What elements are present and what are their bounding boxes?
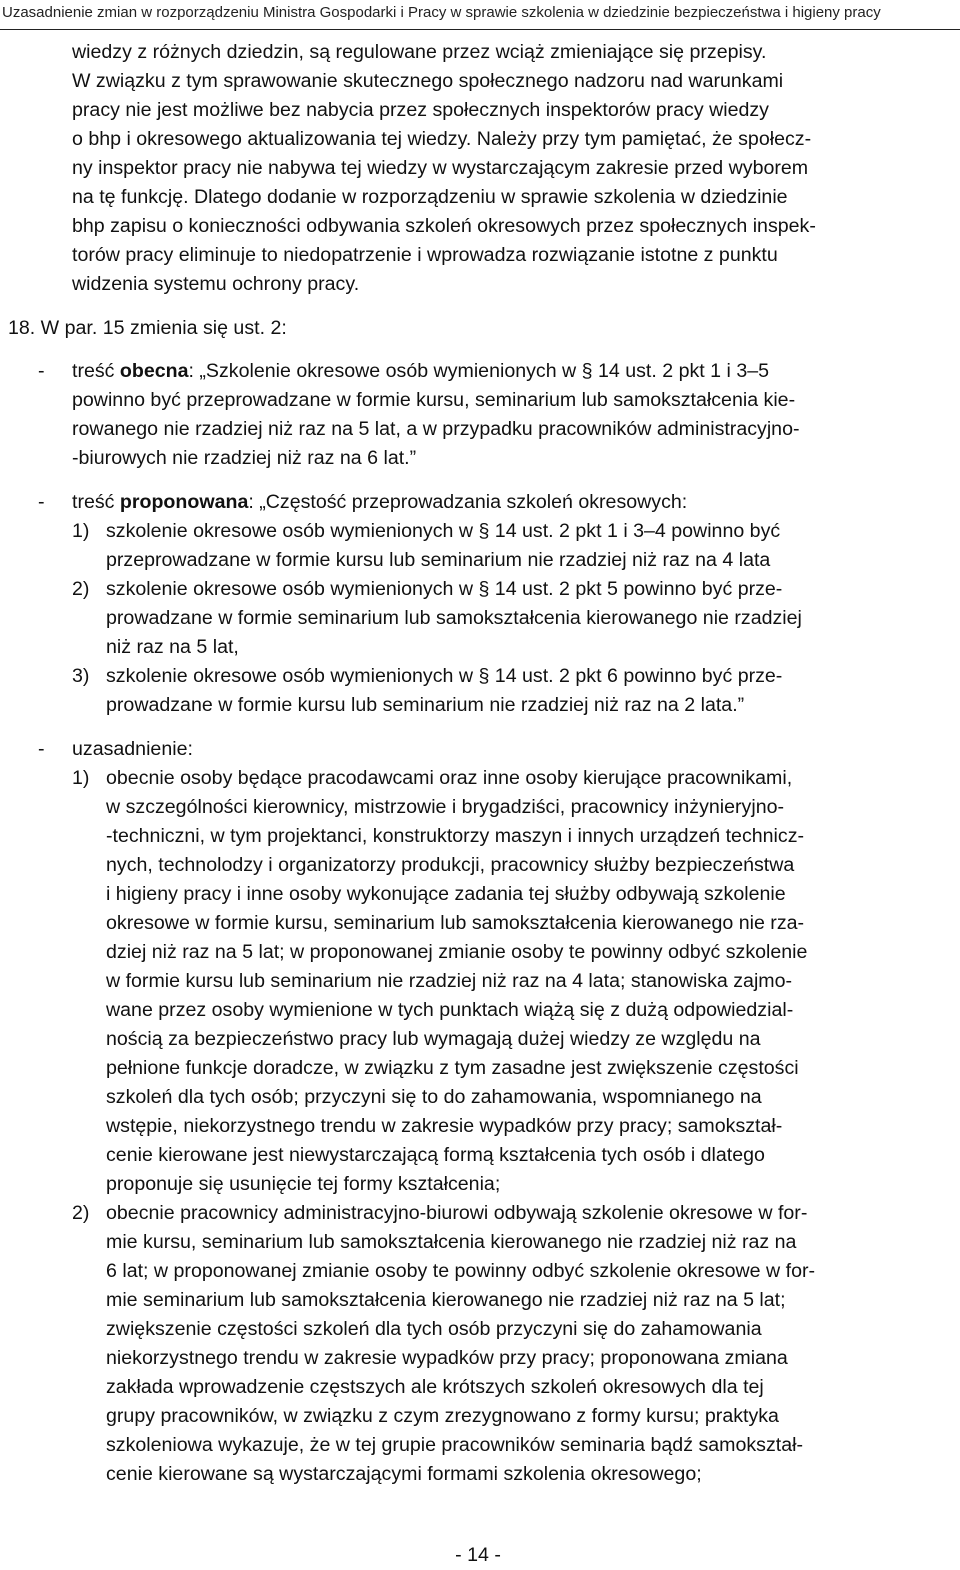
proposed-text-block: [38, 488, 958, 720]
text-line: widzenia systemu ochrony pracy.: [72, 273, 360, 295]
item-number: 1): [72, 767, 90, 789]
text-line: w formie kursu lub seminarium nie rzadziej niż raz na 4 lata; stanowiska zajmo-: [106, 970, 793, 992]
label-prefix: treść: [72, 360, 120, 382]
label-bold: proponowana: [119, 491, 249, 513]
text-line: pełnione funkcje doradcze, w związku z tym zasadne jest zwiększenie częstości: [106, 1057, 799, 1079]
text-line: w szczególności kierownicy, mistrzowie i brygadziści, pracownicy inżynieryjno-: [106, 796, 785, 818]
text-line: na tę funkcję. Dlatego dodanie w rozporządzeniu w sprawie szkolenia w dziedzinie: [72, 186, 788, 208]
text-line: rowanego nie rzadziej niż raz na 5 lat, a w przypadku pracowników administracyjno-: [72, 418, 800, 440]
text-line: zwiększenie częstości szkoleń dla tych osób przyczyni się do zahamowania: [106, 1318, 762, 1340]
text-line: mie seminarium lub samokształcenia kierowanego nie rzadziej niż raz na 5 lat;: [106, 1289, 786, 1311]
text-line: -techniczni, w tym projektanci, konstruktorzy maszyn i innych urządzeń technicz-: [106, 825, 805, 847]
list-dash: -: [38, 738, 45, 760]
text-line: o bhp i okresowego aktualizowania tej wiedzy. Należy przy tym pamiętać, że społecz-: [72, 128, 812, 150]
page-number: - 14 -: [455, 1544, 501, 1566]
text-line: szkolenie okresowe osób wymienionych w § 14 ust. 2 pkt 1 i 3–4 powinno być: [106, 520, 781, 542]
label-rest: : „Szkolenie okresowe osób wymienionych w § 14 ust. 2 pkt 1 i 3–5: [188, 360, 770, 382]
text-line: grupy pracowników, w związku z czym zrezygnowano z formy kursu; praktyka: [106, 1405, 779, 1427]
item-number: 2): [72, 1202, 90, 1224]
text-line: dziej niż raz na 5 lat; w proponowanej zmianie osoby te powinny odbyć szkolenie: [106, 941, 808, 963]
text-line: wstępie, niekorzystnego trendu w zakresie wypadków przy pracy; samokształ-: [106, 1115, 783, 1137]
text-line: szkolenie okresowe osób wymienionych w § 14 ust. 2 pkt 6 powinno być prze-: [106, 665, 783, 687]
text-line: powinno być przeprowadzane w formie kursu, seminarium lub samokształcenia kie-: [72, 389, 796, 411]
text-line: W związku z tym sprawowanie skutecznego społecznego nadzoru nad warunkami: [72, 70, 784, 92]
section-title: 18. W par. 15 zmienia się ust. 2:: [8, 317, 287, 339]
label-bold: obecna: [119, 360, 189, 382]
proposed-text-first-line: [72, 488, 958, 517]
numbered-item: [72, 575, 958, 662]
text-line: ny inspektor pracy nie nabywa tej wiedzy w wystarczającym zakresie przed wyborem: [72, 157, 809, 179]
numbered-item: [72, 1199, 958, 1489]
item-number: 1): [72, 520, 90, 542]
numbered-item: [72, 662, 958, 720]
text-line: szkolenie okresowe osób wymienionych w § 14 ust. 2 pkt 5 powinno być prze-: [106, 578, 783, 600]
document-body: [8, 38, 958, 1504]
text-line: niż raz na 5 lat,: [106, 636, 239, 658]
text-line: proponuje się usunięcie tej formy kształcenia;: [106, 1173, 501, 1195]
label-rest: : „Częstość przeprowadzania szkoleń okresowych:: [248, 491, 688, 513]
text-line: mie kursu, seminarium lub samokształcenia kierowanego nie rzadziej niż raz na: [106, 1231, 797, 1253]
list-dash: -: [38, 491, 45, 513]
text-line: bhp zapisu o konieczności odbywania szkoleń okresowych przez społecznych inspek-: [72, 215, 816, 237]
justification-label: uzasadnienie:: [72, 738, 193, 760]
text-line: obecnie pracownicy administracyjno-biurowi odbywają szkolenie okresowe w for-: [106, 1202, 808, 1224]
text-line: niekorzystnego trendu w zakresie wypadków przy pracy; proponowana zmiana: [106, 1347, 788, 1369]
text-line: pracy nie jest możliwe bez nabycia przez społecznych inspektorów pracy wiedzy: [72, 99, 769, 121]
text-line: szkoleniowa wykazuje, że w tej grupie pracowników seminaria bądź samokształ-: [106, 1434, 803, 1456]
text-line: zakłada wprowadzenie częstszych ale krótszych szkoleń okresowych dla tej: [106, 1376, 764, 1398]
running-header: Uzasadnienie zmian w rozporządzeniu Ministra Gospodarki i Pracy w sprawie szkolenia w dziedzinie bezpieczeństwa i higieny pracy: [0, 0, 960, 30]
text-line: wiedzy z różnych dziedzin, są regulowane przez wciąż zmieniające się przepisy.: [72, 41, 767, 63]
current-text-block: [38, 357, 958, 473]
text-line: prowadzane w formie kursu lub seminarium nie rzadziej niż raz na 2 lata.”: [106, 694, 745, 716]
item-number: 3): [72, 665, 90, 687]
label-prefix: treść: [72, 491, 120, 513]
text-line: torów pracy eliminuje to niedopatrzenie i wprowadza rozwiązanie istotne z punktu: [72, 244, 778, 266]
text-line: prowadzane w formie seminarium lub samokształcenia kierowanego nie rzadziej: [106, 607, 802, 629]
text-line: przeprowadzane w formie kursu lub seminarium nie rzadziej niż raz na 4 lata: [106, 549, 771, 571]
text-line: nością za bezpieczeństwo pracy lub wymagają dużej wiedzy ze względu na: [106, 1028, 761, 1050]
text-line: nych, technolodzy i organizatorzy produkcji, pracownicy służby bezpieczeństwa: [106, 854, 795, 876]
text-line: 6 lat; w proponowanej zmianie osoby te powinny odbyć szkolenie okresowe w for-: [106, 1260, 816, 1282]
page-footer: [0, 1544, 960, 1567]
justification-block: [38, 735, 958, 1489]
numbered-item: [72, 764, 958, 1199]
item-number: 2): [72, 578, 90, 600]
intro-paragraph: [72, 38, 958, 299]
text-line: obecnie osoby będące pracodawcami oraz inne osoby kierujące pracownikami,: [106, 767, 793, 789]
text-line: wane przez osoby wymienione w tych punktach wiążą się z dużą odpowiedzial-: [106, 999, 794, 1021]
text-line: szkoleń dla tych osób; przyczyni się to do zahamowania, wspomnianego na: [106, 1086, 762, 1108]
list-dash: -: [38, 360, 45, 382]
current-text-first-line: [72, 357, 958, 386]
text-line: cenie kierowane są wystarczającymi formami szkolenia okresowego;: [106, 1463, 702, 1485]
numbered-item: [72, 517, 958, 575]
text-line: okresowe w formie kursu, seminarium lub samokształcenia kierowanego nie rza-: [106, 912, 805, 934]
text-line: -biurowych nie rzadziej niż raz na 6 lat.”: [72, 447, 417, 469]
text-line: cenie kierowane jest niewystarczającą formą kształcenia tych osób i dlatego: [106, 1144, 765, 1166]
text-line: i higieny pracy i inne osoby wykonujące zadania tej służby odbywają szkolenie: [106, 883, 786, 905]
